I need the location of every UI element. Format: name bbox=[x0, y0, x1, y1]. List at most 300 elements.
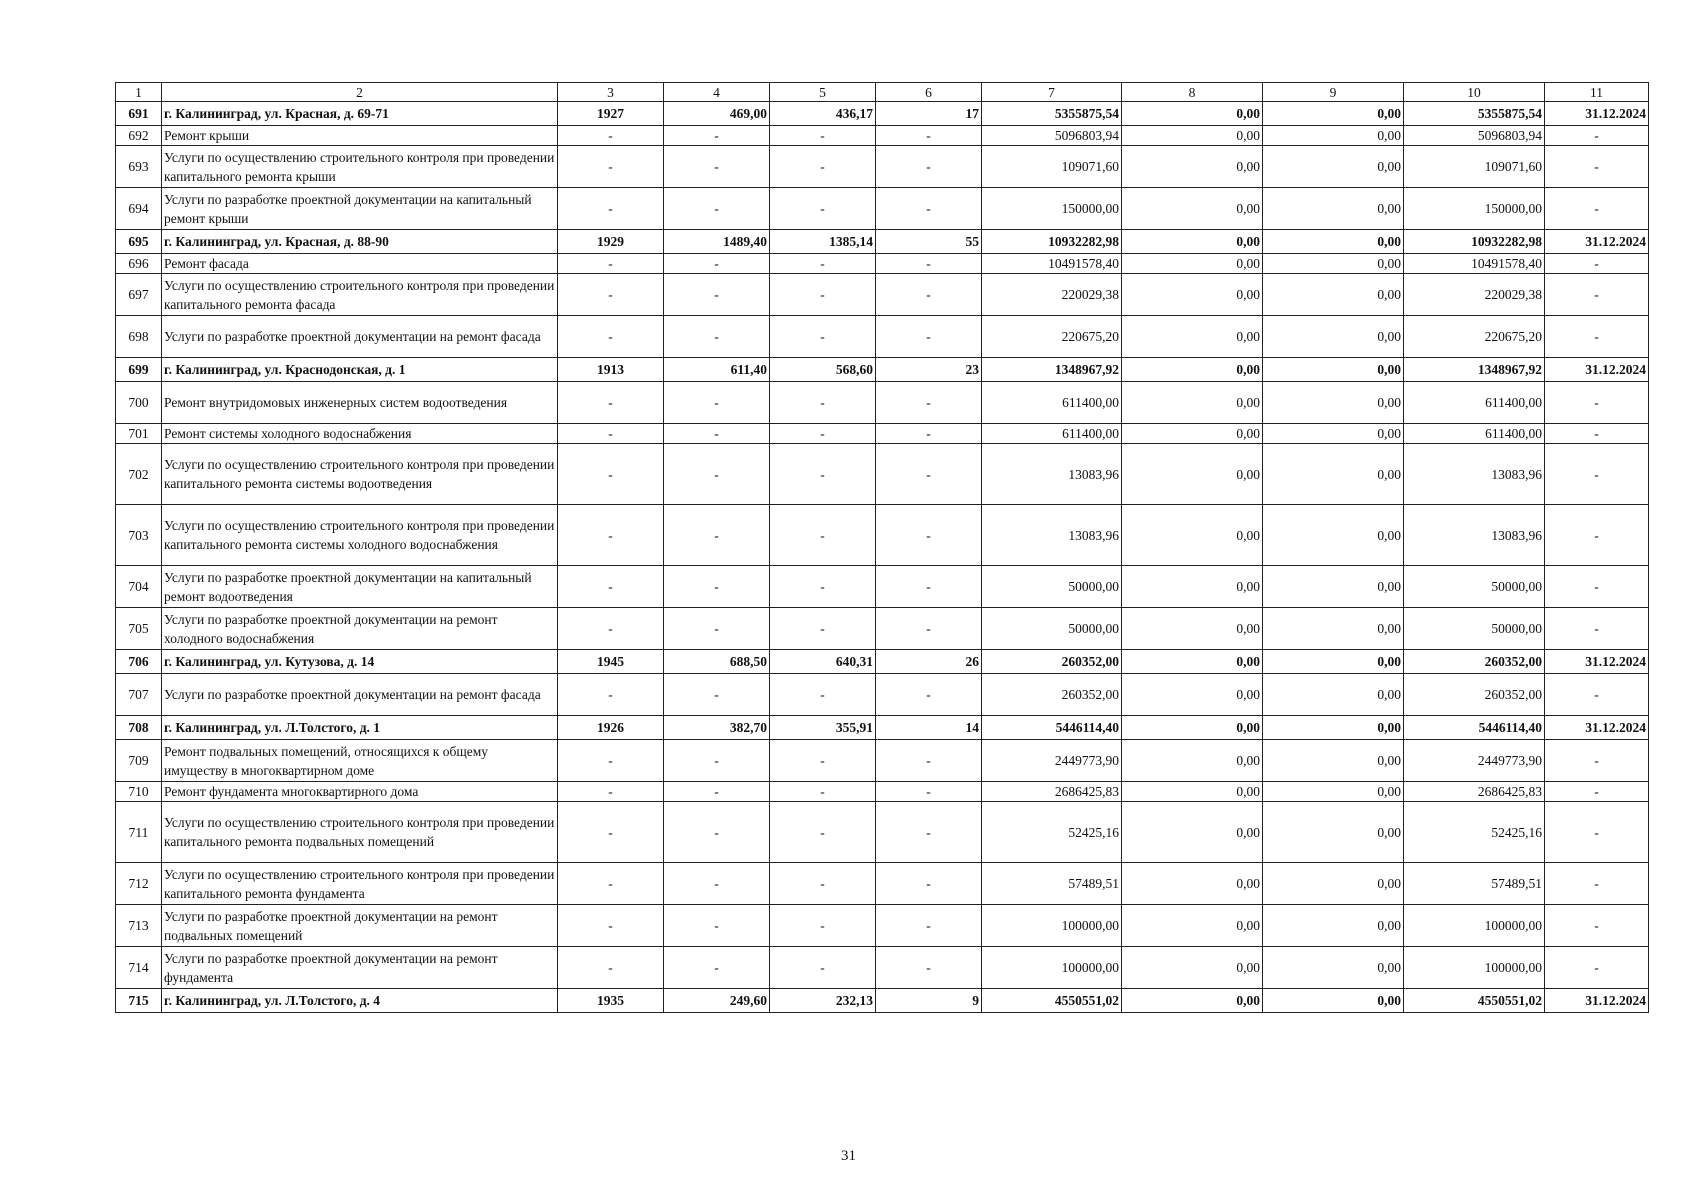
residents-cell: - bbox=[876, 905, 982, 947]
year-built-cell: 1929 bbox=[558, 230, 664, 254]
living-area-cell: 1385,14 bbox=[770, 230, 876, 254]
completion-date-cell: - bbox=[1545, 444, 1649, 505]
owner-cost-cell: 2449773,90 bbox=[1404, 740, 1545, 782]
fund-cost-cell: 0,00 bbox=[1122, 674, 1263, 716]
owner-cost-cell: 109071,60 bbox=[1404, 146, 1545, 188]
column-number-cell: 9 bbox=[1263, 83, 1404, 102]
row-number-cell: 692 bbox=[116, 126, 162, 146]
residents-cell: - bbox=[876, 444, 982, 505]
row-number-cell: 698 bbox=[116, 316, 162, 358]
owner-cost-cell: 150000,00 bbox=[1404, 188, 1545, 230]
owner-cost-cell: 260352,00 bbox=[1404, 674, 1545, 716]
total-area-cell: - bbox=[664, 608, 770, 650]
completion-date-cell: - bbox=[1545, 863, 1649, 905]
living-area-cell: - bbox=[770, 444, 876, 505]
fund-cost-cell: 0,00 bbox=[1122, 566, 1263, 608]
row-number-cell: 710 bbox=[116, 782, 162, 802]
year-built-cell: - bbox=[558, 424, 664, 444]
budget-cost-cell: 0,00 bbox=[1263, 566, 1404, 608]
work-row bbox=[116, 126, 1649, 146]
table-body bbox=[116, 83, 1649, 1013]
object-row bbox=[116, 102, 1649, 126]
residents-cell: - bbox=[876, 674, 982, 716]
object-name-cell: Услуги по осуществлению строительного контроля при проведении капитального ремонта крыши bbox=[162, 146, 558, 188]
completion-date-cell: - bbox=[1545, 126, 1649, 146]
fund-cost-cell: 0,00 bbox=[1122, 505, 1263, 566]
object-name-cell: Услуги по разработке проектной документации на ремонт фундамента bbox=[162, 947, 558, 989]
object-row bbox=[116, 230, 1649, 254]
object-name-cell: г. Калининград, ул. Красная, д. 88-90 bbox=[162, 230, 558, 254]
fund-cost-cell: 0,00 bbox=[1122, 424, 1263, 444]
living-area-cell: - bbox=[770, 505, 876, 566]
work-row bbox=[116, 566, 1649, 608]
total-area-cell: - bbox=[664, 254, 770, 274]
fund-cost-cell: 0,00 bbox=[1122, 863, 1263, 905]
row-number-cell: 714 bbox=[116, 947, 162, 989]
budget-cost-cell: 0,00 bbox=[1263, 316, 1404, 358]
owner-cost-cell: 260352,00 bbox=[1404, 650, 1545, 674]
residents-cell: - bbox=[876, 382, 982, 424]
budget-cost-cell: 0,00 bbox=[1263, 740, 1404, 782]
fund-cost-cell: 0,00 bbox=[1122, 146, 1263, 188]
capital-repair-table bbox=[115, 82, 1649, 1013]
completion-date-cell: 31.12.2024 bbox=[1545, 230, 1649, 254]
total-cost-cell: 2449773,90 bbox=[982, 740, 1122, 782]
object-name-cell: Ремонт внутридомовых инженерных систем водоотведения bbox=[162, 382, 558, 424]
budget-cost-cell: 0,00 bbox=[1263, 608, 1404, 650]
fund-cost-cell: 0,00 bbox=[1122, 382, 1263, 424]
fund-cost-cell: 0,00 bbox=[1122, 947, 1263, 989]
fund-cost-cell: 0,00 bbox=[1122, 740, 1263, 782]
residents-cell: - bbox=[876, 566, 982, 608]
residents-cell: 26 bbox=[876, 650, 982, 674]
work-row bbox=[116, 608, 1649, 650]
residents-cell: 14 bbox=[876, 716, 982, 740]
total-cost-cell: 4550551,02 bbox=[982, 989, 1122, 1013]
object-name-cell: г. Калининград, ул. Краснодонская, д. 1 bbox=[162, 358, 558, 382]
owner-cost-cell: 5446114,40 bbox=[1404, 716, 1545, 740]
object-name-cell: Услуги по разработке проектной документации на капитальный ремонт водоотведения bbox=[162, 566, 558, 608]
row-number-cell: 699 bbox=[116, 358, 162, 382]
fund-cost-cell: 0,00 bbox=[1122, 716, 1263, 740]
year-built-cell: - bbox=[558, 316, 664, 358]
year-built-cell: - bbox=[558, 782, 664, 802]
owner-cost-cell: 10932282,98 bbox=[1404, 230, 1545, 254]
total-cost-cell: 260352,00 bbox=[982, 674, 1122, 716]
owner-cost-cell: 50000,00 bbox=[1404, 566, 1545, 608]
residents-cell: - bbox=[876, 608, 982, 650]
row-number-cell: 708 bbox=[116, 716, 162, 740]
fund-cost-cell: 0,00 bbox=[1122, 102, 1263, 126]
object-row bbox=[116, 650, 1649, 674]
fund-cost-cell: 0,00 bbox=[1122, 230, 1263, 254]
fund-cost-cell: 0,00 bbox=[1122, 274, 1263, 316]
row-number-cell: 697 bbox=[116, 274, 162, 316]
work-row bbox=[116, 905, 1649, 947]
living-area-cell: - bbox=[770, 424, 876, 444]
fund-cost-cell: 0,00 bbox=[1122, 126, 1263, 146]
budget-cost-cell: 0,00 bbox=[1263, 905, 1404, 947]
row-number-cell: 696 bbox=[116, 254, 162, 274]
budget-cost-cell: 0,00 bbox=[1263, 126, 1404, 146]
owner-cost-cell: 50000,00 bbox=[1404, 608, 1545, 650]
owner-cost-cell: 100000,00 bbox=[1404, 947, 1545, 989]
object-name-cell: Услуги по разработке проектной документации на ремонт фасада bbox=[162, 316, 558, 358]
work-row bbox=[116, 146, 1649, 188]
total-area-cell: - bbox=[664, 566, 770, 608]
living-area-cell: 232,13 bbox=[770, 989, 876, 1013]
budget-cost-cell: 0,00 bbox=[1263, 716, 1404, 740]
object-name-cell: Услуги по осуществлению строительного контроля при проведении капитального ремонта системы холодного водоснабжения bbox=[162, 505, 558, 566]
total-area-cell: 469,00 bbox=[664, 102, 770, 126]
year-built-cell: - bbox=[558, 905, 664, 947]
year-built-cell: - bbox=[558, 274, 664, 316]
budget-cost-cell: 0,00 bbox=[1263, 274, 1404, 316]
year-built-cell: - bbox=[558, 188, 664, 230]
budget-cost-cell: 0,00 bbox=[1263, 146, 1404, 188]
total-area-cell: - bbox=[664, 146, 770, 188]
work-row bbox=[116, 802, 1649, 863]
work-row bbox=[116, 505, 1649, 566]
total-area-cell: 382,70 bbox=[664, 716, 770, 740]
object-name-cell: Ремонт фасада bbox=[162, 254, 558, 274]
row-number-cell: 705 bbox=[116, 608, 162, 650]
total-cost-cell: 150000,00 bbox=[982, 188, 1122, 230]
fund-cost-cell: 0,00 bbox=[1122, 989, 1263, 1013]
completion-date-cell: 31.12.2024 bbox=[1545, 102, 1649, 126]
residents-cell: 23 bbox=[876, 358, 982, 382]
year-built-cell: 1945 bbox=[558, 650, 664, 674]
completion-date-cell: - bbox=[1545, 505, 1649, 566]
residents-cell: - bbox=[876, 863, 982, 905]
fund-cost-cell: 0,00 bbox=[1122, 254, 1263, 274]
completion-date-cell: 31.12.2024 bbox=[1545, 358, 1649, 382]
completion-date-cell: - bbox=[1545, 782, 1649, 802]
total-area-cell: 1489,40 bbox=[664, 230, 770, 254]
total-cost-cell: 52425,16 bbox=[982, 802, 1122, 863]
owner-cost-cell: 13083,96 bbox=[1404, 505, 1545, 566]
completion-date-cell: - bbox=[1545, 566, 1649, 608]
object-name-cell: г. Калининград, ул. Красная, д. 69-71 bbox=[162, 102, 558, 126]
work-row bbox=[116, 674, 1649, 716]
total-area-cell: - bbox=[664, 382, 770, 424]
object-name-cell: Ремонт подвальных помещений, относящихся к общему имуществу в многоквартирном доме bbox=[162, 740, 558, 782]
fund-cost-cell: 0,00 bbox=[1122, 316, 1263, 358]
row-number-cell: 706 bbox=[116, 650, 162, 674]
object-name-cell: Услуги по разработке проектной документации на капитальный ремонт крыши bbox=[162, 188, 558, 230]
living-area-cell: - bbox=[770, 947, 876, 989]
living-area-cell: - bbox=[770, 382, 876, 424]
living-area-cell: 436,17 bbox=[770, 102, 876, 126]
object-row bbox=[116, 716, 1649, 740]
budget-cost-cell: 0,00 bbox=[1263, 863, 1404, 905]
budget-cost-cell: 0,00 bbox=[1263, 650, 1404, 674]
year-built-cell: 1926 bbox=[558, 716, 664, 740]
owner-cost-cell: 2686425,83 bbox=[1404, 782, 1545, 802]
total-area-cell: - bbox=[664, 316, 770, 358]
work-row bbox=[116, 740, 1649, 782]
total-cost-cell: 260352,00 bbox=[982, 650, 1122, 674]
year-built-cell: 1935 bbox=[558, 989, 664, 1013]
total-cost-cell: 109071,60 bbox=[982, 146, 1122, 188]
residents-cell: - bbox=[876, 146, 982, 188]
residents-cell: - bbox=[876, 740, 982, 782]
living-area-cell: - bbox=[770, 146, 876, 188]
living-area-cell: - bbox=[770, 863, 876, 905]
column-number-cell: 2 bbox=[162, 83, 558, 102]
living-area-cell: 640,31 bbox=[770, 650, 876, 674]
work-row bbox=[116, 382, 1649, 424]
year-built-cell: - bbox=[558, 608, 664, 650]
budget-cost-cell: 0,00 bbox=[1263, 802, 1404, 863]
owner-cost-cell: 611400,00 bbox=[1404, 382, 1545, 424]
owner-cost-cell: 1348967,92 bbox=[1404, 358, 1545, 382]
completion-date-cell: - bbox=[1545, 274, 1649, 316]
completion-date-cell: - bbox=[1545, 188, 1649, 230]
budget-cost-cell: 0,00 bbox=[1263, 505, 1404, 566]
object-name-cell: Услуги по осуществлению строительного контроля при проведении капитального ремонта фундамента bbox=[162, 863, 558, 905]
completion-date-cell: - bbox=[1545, 740, 1649, 782]
work-row bbox=[116, 444, 1649, 505]
owner-cost-cell: 4550551,02 bbox=[1404, 989, 1545, 1013]
work-row bbox=[116, 254, 1649, 274]
living-area-cell: - bbox=[770, 802, 876, 863]
total-area-cell: - bbox=[664, 863, 770, 905]
total-cost-cell: 50000,00 bbox=[982, 566, 1122, 608]
total-area-cell: - bbox=[664, 740, 770, 782]
residents-cell: - bbox=[876, 316, 982, 358]
row-number-cell: 707 bbox=[116, 674, 162, 716]
total-area-cell: - bbox=[664, 424, 770, 444]
budget-cost-cell: 0,00 bbox=[1263, 102, 1404, 126]
object-name-cell: Услуги по разработке проектной документации на ремонт фасада bbox=[162, 674, 558, 716]
total-cost-cell: 100000,00 bbox=[982, 905, 1122, 947]
budget-cost-cell: 0,00 bbox=[1263, 230, 1404, 254]
year-built-cell: - bbox=[558, 566, 664, 608]
object-name-cell: г. Калининград, ул. Л.Толстого, д. 4 bbox=[162, 989, 558, 1013]
completion-date-cell: - bbox=[1545, 146, 1649, 188]
residents-cell: 9 bbox=[876, 989, 982, 1013]
budget-cost-cell: 0,00 bbox=[1263, 782, 1404, 802]
year-built-cell: - bbox=[558, 126, 664, 146]
total-cost-cell: 5096803,94 bbox=[982, 126, 1122, 146]
completion-date-cell: 31.12.2024 bbox=[1545, 989, 1649, 1013]
year-built-cell: - bbox=[558, 802, 664, 863]
completion-date-cell: - bbox=[1545, 316, 1649, 358]
total-cost-cell: 220029,38 bbox=[982, 274, 1122, 316]
residents-cell: 17 bbox=[876, 102, 982, 126]
fund-cost-cell: 0,00 bbox=[1122, 650, 1263, 674]
total-cost-cell: 13083,96 bbox=[982, 444, 1122, 505]
completion-date-cell: 31.12.2024 bbox=[1545, 716, 1649, 740]
living-area-cell: - bbox=[770, 188, 876, 230]
residents-cell: - bbox=[876, 782, 982, 802]
completion-date-cell: - bbox=[1545, 905, 1649, 947]
row-number-cell: 702 bbox=[116, 444, 162, 505]
object-name-cell: Услуги по осуществлению строительного контроля при проведении капитального ремонта фасада bbox=[162, 274, 558, 316]
fund-cost-cell: 0,00 bbox=[1122, 782, 1263, 802]
living-area-cell: - bbox=[770, 782, 876, 802]
column-number-cell: 5 bbox=[770, 83, 876, 102]
year-built-cell: - bbox=[558, 674, 664, 716]
total-area-cell: - bbox=[664, 947, 770, 989]
object-name-cell: г. Калининград, ул. Л.Толстого, д. 1 bbox=[162, 716, 558, 740]
fund-cost-cell: 0,00 bbox=[1122, 802, 1263, 863]
year-built-cell: - bbox=[558, 146, 664, 188]
column-number-cell: 4 bbox=[664, 83, 770, 102]
residents-cell: - bbox=[876, 274, 982, 316]
total-area-cell: - bbox=[664, 126, 770, 146]
living-area-cell: - bbox=[770, 674, 876, 716]
year-built-cell: - bbox=[558, 947, 664, 989]
completion-date-cell: - bbox=[1545, 424, 1649, 444]
year-built-cell: - bbox=[558, 254, 664, 274]
fund-cost-cell: 0,00 bbox=[1122, 905, 1263, 947]
row-number-cell: 703 bbox=[116, 505, 162, 566]
row-number-cell: 695 bbox=[116, 230, 162, 254]
fund-cost-cell: 0,00 bbox=[1122, 444, 1263, 505]
column-number-cell: 1 bbox=[116, 83, 162, 102]
year-built-cell: 1927 bbox=[558, 102, 664, 126]
budget-cost-cell: 0,00 bbox=[1263, 188, 1404, 230]
owner-cost-cell: 5355875,54 bbox=[1404, 102, 1545, 126]
owner-cost-cell: 10491578,40 bbox=[1404, 254, 1545, 274]
row-number-cell: 700 bbox=[116, 382, 162, 424]
year-built-cell: - bbox=[558, 740, 664, 782]
row-number-cell: 709 bbox=[116, 740, 162, 782]
total-cost-cell: 50000,00 bbox=[982, 608, 1122, 650]
row-number-cell: 694 bbox=[116, 188, 162, 230]
total-cost-cell: 13083,96 bbox=[982, 505, 1122, 566]
budget-cost-cell: 0,00 bbox=[1263, 674, 1404, 716]
object-name-cell: Услуги по осуществлению строительного контроля при проведении капитального ремонта подвальных помещений bbox=[162, 802, 558, 863]
total-cost-cell: 5446114,40 bbox=[982, 716, 1122, 740]
total-area-cell: - bbox=[664, 444, 770, 505]
budget-cost-cell: 0,00 bbox=[1263, 254, 1404, 274]
total-cost-cell: 220675,20 bbox=[982, 316, 1122, 358]
completion-date-cell: 31.12.2024 bbox=[1545, 650, 1649, 674]
total-cost-cell: 57489,51 bbox=[982, 863, 1122, 905]
owner-cost-cell: 100000,00 bbox=[1404, 905, 1545, 947]
row-number-cell: 713 bbox=[116, 905, 162, 947]
completion-date-cell: - bbox=[1545, 674, 1649, 716]
object-name-cell: Услуги по разработке проектной документации на ремонт холодного водоснабжения bbox=[162, 608, 558, 650]
fund-cost-cell: 0,00 bbox=[1122, 358, 1263, 382]
completion-date-cell: - bbox=[1545, 382, 1649, 424]
total-cost-cell: 5355875,54 bbox=[982, 102, 1122, 126]
object-name-cell: Услуги по осуществлению строительного контроля при проведении капитального ремонта системы водоотведения bbox=[162, 444, 558, 505]
completion-date-cell: - bbox=[1545, 802, 1649, 863]
total-area-cell: - bbox=[664, 802, 770, 863]
residents-cell: - bbox=[876, 126, 982, 146]
total-cost-cell: 2686425,83 bbox=[982, 782, 1122, 802]
budget-cost-cell: 0,00 bbox=[1263, 989, 1404, 1013]
residents-cell: - bbox=[876, 188, 982, 230]
owner-cost-cell: 611400,00 bbox=[1404, 424, 1545, 444]
column-number-cell: 11 bbox=[1545, 83, 1649, 102]
column-number-cell: 6 bbox=[876, 83, 982, 102]
budget-cost-cell: 0,00 bbox=[1263, 947, 1404, 989]
total-cost-cell: 611400,00 bbox=[982, 382, 1122, 424]
row-number-cell: 715 bbox=[116, 989, 162, 1013]
residents-cell: - bbox=[876, 947, 982, 989]
object-name-cell: Ремонт системы холодного водоснабжения bbox=[162, 424, 558, 444]
row-number-cell: 712 bbox=[116, 863, 162, 905]
living-area-cell: - bbox=[770, 608, 876, 650]
row-number-cell: 691 bbox=[116, 102, 162, 126]
total-cost-cell: 10491578,40 bbox=[982, 254, 1122, 274]
living-area-cell: - bbox=[770, 274, 876, 316]
object-name-cell: Услуги по разработке проектной документации на ремонт подвальных помещений bbox=[162, 905, 558, 947]
total-area-cell: 611,40 bbox=[664, 358, 770, 382]
row-number-cell: 711 bbox=[116, 802, 162, 863]
row-number-cell: 693 bbox=[116, 146, 162, 188]
residents-cell: - bbox=[876, 802, 982, 863]
total-cost-cell: 611400,00 bbox=[982, 424, 1122, 444]
owner-cost-cell: 52425,16 bbox=[1404, 802, 1545, 863]
residents-cell: - bbox=[876, 424, 982, 444]
column-number-row bbox=[116, 83, 1649, 102]
year-built-cell: 1913 bbox=[558, 358, 664, 382]
total-cost-cell: 1348967,92 bbox=[982, 358, 1122, 382]
work-row bbox=[116, 316, 1649, 358]
budget-cost-cell: 0,00 bbox=[1263, 444, 1404, 505]
year-built-cell: - bbox=[558, 444, 664, 505]
total-area-cell: 688,50 bbox=[664, 650, 770, 674]
object-name-cell: г. Калининград, ул. Кутузова, д. 14 bbox=[162, 650, 558, 674]
total-area-cell: - bbox=[664, 674, 770, 716]
owner-cost-cell: 57489,51 bbox=[1404, 863, 1545, 905]
budget-cost-cell: 0,00 bbox=[1263, 382, 1404, 424]
column-number-cell: 3 bbox=[558, 83, 664, 102]
column-number-cell: 10 bbox=[1404, 83, 1545, 102]
living-area-cell: 355,91 bbox=[770, 716, 876, 740]
living-area-cell: - bbox=[770, 740, 876, 782]
document-sheet bbox=[115, 82, 1648, 1013]
fund-cost-cell: 0,00 bbox=[1122, 608, 1263, 650]
object-row bbox=[116, 358, 1649, 382]
row-number-cell: 701 bbox=[116, 424, 162, 444]
fund-cost-cell: 0,00 bbox=[1122, 188, 1263, 230]
living-area-cell: 568,60 bbox=[770, 358, 876, 382]
owner-cost-cell: 13083,96 bbox=[1404, 444, 1545, 505]
work-row bbox=[116, 424, 1649, 444]
residents-cell: - bbox=[876, 254, 982, 274]
total-area-cell: 249,60 bbox=[664, 989, 770, 1013]
total-area-cell: - bbox=[664, 274, 770, 316]
page-number: 31 bbox=[841, 1148, 856, 1164]
column-number-cell: 8 bbox=[1122, 83, 1263, 102]
object-name-cell: Ремонт крыши bbox=[162, 126, 558, 146]
owner-cost-cell: 220675,20 bbox=[1404, 316, 1545, 358]
residents-cell: - bbox=[876, 505, 982, 566]
work-row bbox=[116, 274, 1649, 316]
living-area-cell: - bbox=[770, 905, 876, 947]
work-row bbox=[116, 863, 1649, 905]
living-area-cell: - bbox=[770, 316, 876, 358]
year-built-cell: - bbox=[558, 505, 664, 566]
budget-cost-cell: 0,00 bbox=[1263, 358, 1404, 382]
work-row bbox=[116, 782, 1649, 802]
total-cost-cell: 100000,00 bbox=[982, 947, 1122, 989]
living-area-cell: - bbox=[770, 126, 876, 146]
year-built-cell: - bbox=[558, 863, 664, 905]
residents-cell: 55 bbox=[876, 230, 982, 254]
total-area-cell: - bbox=[664, 905, 770, 947]
completion-date-cell: - bbox=[1545, 254, 1649, 274]
work-row bbox=[116, 947, 1649, 989]
living-area-cell: - bbox=[770, 254, 876, 274]
